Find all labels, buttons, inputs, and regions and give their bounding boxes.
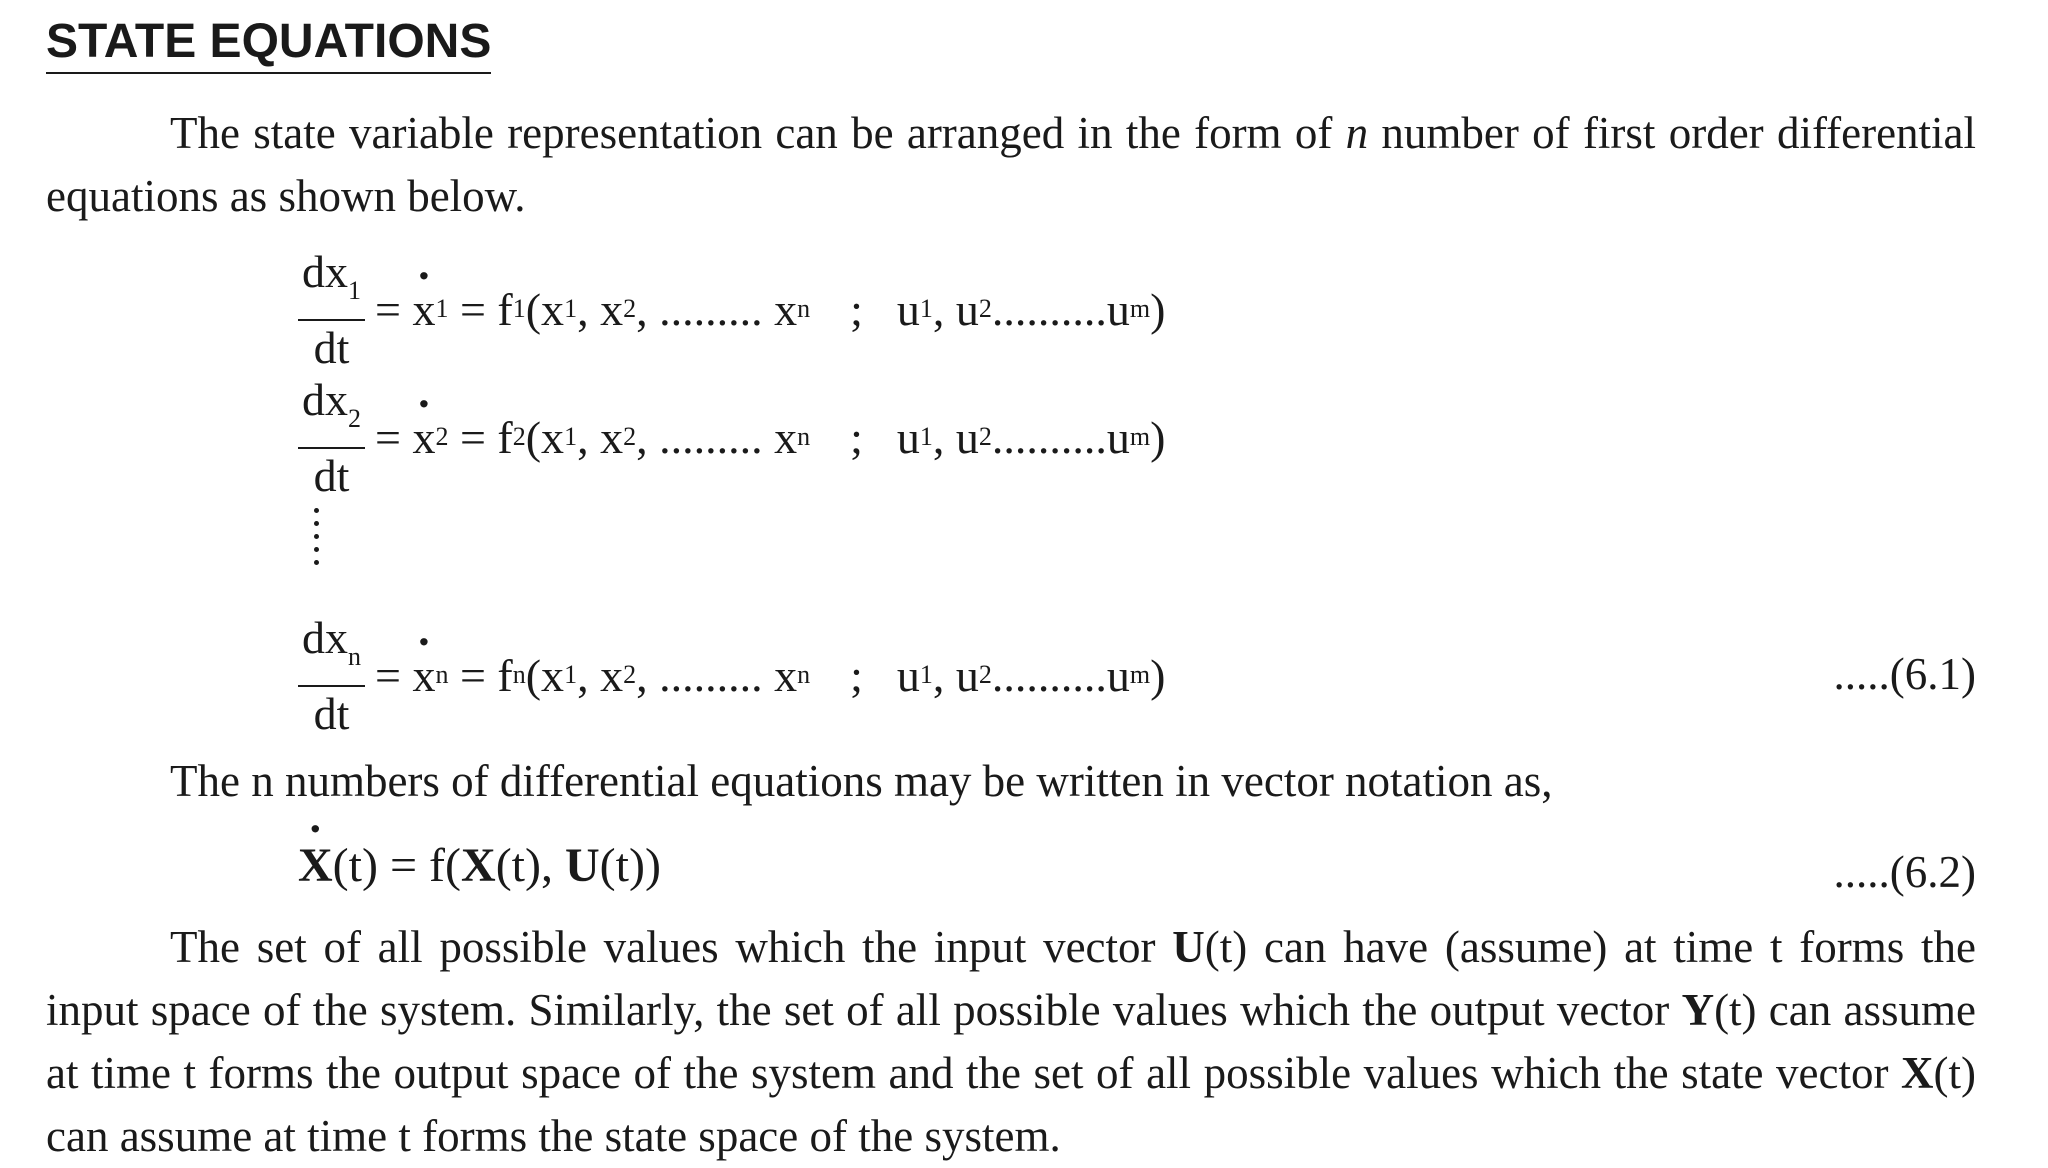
ellipsis-dot [314, 560, 319, 565]
intro-paragraph [46, 102, 1976, 228]
equation-number-6-1: .....(6.1) [1833, 649, 1976, 699]
ellipsis-dot [314, 547, 319, 552]
derivative-fraction: $\frac{dx_2}{dt}$ [298, 372, 365, 503]
vector-equation: · X(t) = f(X(t), U(t)) [298, 838, 661, 893]
x-dot: · x [412, 649, 435, 702]
closing-paragraph: The set of all possible values which the input vector U(t) can have (assume) at time t forms the input space of the system. Similarly, the set of all possible values which the output vector Y(t) can assume at time t forms the output space of the system and the set of all possible values which the state vector X(t) can assume at time t forms the state space of the system. [46, 922, 1977, 1161]
ellipsis-dot [314, 534, 319, 539]
equation-number-6-2: .....(6.2) [1833, 847, 1976, 897]
vector-intro-text: The n numbers of differential equations may be written in vector notation as, [170, 756, 1553, 806]
derivative-fraction: $\frac{dx_n}{dt}$ [298, 610, 365, 741]
ellipsis-dot [314, 508, 319, 513]
vertical-ellipsis [314, 508, 319, 565]
section-heading: STATE EQUATIONS [46, 12, 491, 74]
equation-n: $\frac{dx_n}{dt}$ = · x n = f n (x 1 , x 2 , ......... x n ; u 1 , u 2 ..........u m ) [298, 620, 1165, 730]
equation-2: $\frac{dx_2}{dt}$ = · x 2 = f 2 (x 1 , x 2 , ......... x n ; u 1 , u 2 ..........u m ) [298, 382, 1165, 492]
intro-var-n: n [1345, 108, 1369, 158]
x-vector-dot: · X [298, 838, 333, 893]
ellipsis-dot [314, 521, 319, 526]
intro-text-1: The state variable representation can be arranged in the form of [170, 108, 1333, 158]
x-dot: · x [412, 411, 435, 464]
x-dot: · x [412, 283, 435, 336]
derivative-fraction: $\frac{dx_1}{dt}$ [298, 244, 365, 375]
equation-1: $\frac{dx_1}{dt}$ = · x 1 = f 1 (x 1 , x 2 , ......... x n ; u 1 , u 2 ..........u m ) [298, 254, 1165, 364]
intro-text-2: number of first order differential equations as shown below. [46, 108, 1977, 221]
